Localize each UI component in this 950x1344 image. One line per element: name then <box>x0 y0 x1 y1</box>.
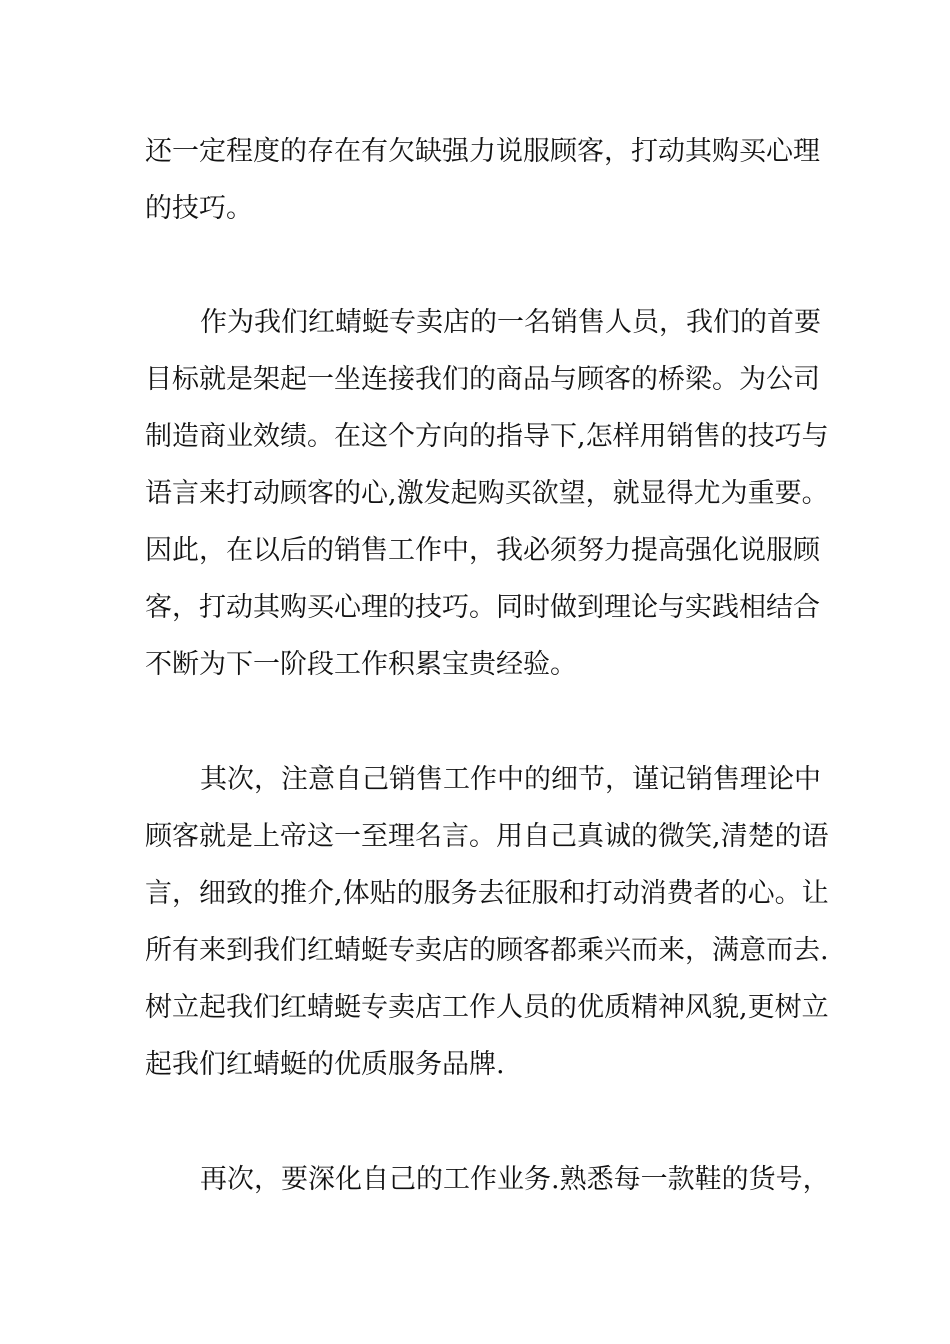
paragraph-3-line-5: 树立起我们红蜻蜓专卖店工作人员的优质精神风貌,更树立 <box>145 992 829 1023</box>
paragraph-2-line-1: 作为我们红蜻蜓专卖店的一名销售人员，我们的首要 <box>200 307 821 338</box>
paragraph-2-line-5: 因此，在以后的销售工作中，我必须努力提高强化说服顾 <box>145 535 820 566</box>
paragraph-1-line-2: 的技巧。 <box>145 193 253 224</box>
paragraph-2-line-6: 客，打动其购买心理的技巧。同时做到理论与实践相结合 <box>145 592 820 623</box>
paragraph-3-line-1: 其次，注意自己销售工作中的细节，谨记销售理论中 <box>200 764 821 795</box>
paragraph-2-line-2: 目标就是架起一坐连接我们的商品与顾客的桥梁。为公司 <box>145 364 820 395</box>
paragraph-3-line-4: 所有来到我们红蜻蜓专卖店的顾客都乘兴而来，满意而去. <box>145 935 829 966</box>
paragraph-4-line-1: 再次，要深化自己的工作业务.熟悉每一款鞋的货号， <box>200 1164 830 1195</box>
paragraph-1-line-1: 还一定程度的存在有欠缺强力说服顾客，打动其购买心理 <box>145 136 820 167</box>
paragraph-2-line-3: 制造商业效绩。在这个方向的指导下,怎样用销售的技巧与 <box>145 421 829 452</box>
paragraph-3-line-3: 言，细致的推介,体贴的服务去征服和打动消费者的心。让 <box>145 878 829 909</box>
paragraph-3-line-2: 顾客就是上帝这一至理名言。用自己真诚的微笑,清楚的语 <box>145 821 829 852</box>
paragraph-2-line-4: 语言来打动顾客的心,激发起购买欲望，就显得尤为重要。 <box>145 478 829 509</box>
paragraph-2-line-7: 不断为下一阶段工作积累宝贵经验。 <box>145 649 577 680</box>
paragraph-3-line-6: 起我们红蜻蜓的优质服务品牌. <box>145 1049 505 1080</box>
